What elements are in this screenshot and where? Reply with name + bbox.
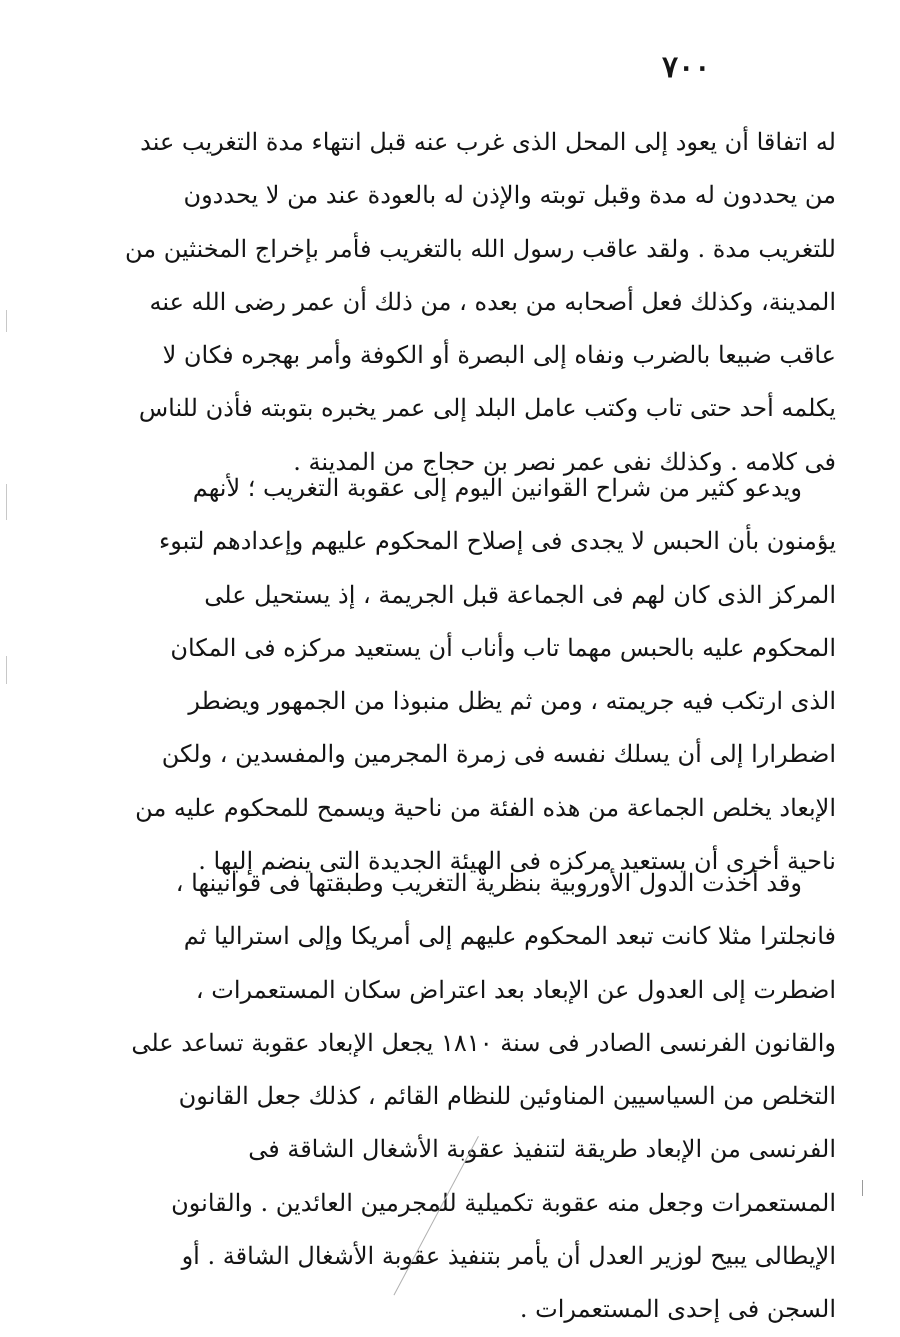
paragraph-text: ويدعو كثير من شراح القوانين اليوم إلى عقوبة التغريب ؛ لأنهم يؤمنون بأن الحبس لا يجدى فى إصلاح المحكوم عليهم وإعدادهم لتبوء المركز الذى كان لهم فى الجماعة قبل الجريمة ، إذ يستحيل على المحكوم عليه بالحبس مهما تاب وأناب أن يستعيد مركزه فى المكان الذى ارتكب فيه جريمته ، ومن ثم يظل منبوذا من الجمهور ويضطر اضطرارا إلى أن يسلك نفسه فى زمرة المجرمين والمفسدين ، ولكن الإبعاد يخلص الجماعة من هذه الفئة من ناحية ويسمح للمحكوم عليه من ناحية أخرى أن يستعيد مركزه فى الهيئة الجديدة التى ينضم إليها . bbox=[135, 474, 836, 876]
paragraph-continuation bbox=[118, 116, 836, 489]
page-number: ٧٠٠ bbox=[662, 50, 711, 85]
paragraph-text: له اتفاقا أن يعود إلى المحل الذى غرب عنه قبل انتهاء مدة التغريب عند من يحددون له مدة وقبل توبته والإذن له بالعودة عند من لا يحددون للتغريب مدة . ولقد عاقب رسول الله بالتغريب فأمر بإخراج المخنثين من المدينة، وكذلك فعل أصحابه من بعده ، من ذلك أن عمر رضى الله عنه عاقب ضبيعا بالضرب ونفاه إلى البصرة أو الكوفة وأمر بهجره فكان لا يكلمه أحد حتى تاب وكتب عامل البلد إلى عمر يخبره بتوبته فأذن للناس فى كلامه . وكذلك نفى عمر نصر بن حجاج من المدينة . bbox=[125, 128, 836, 476]
paragraph-commentators bbox=[118, 462, 836, 888]
scan-margin-mark bbox=[6, 484, 7, 520]
scan-margin-mark bbox=[6, 310, 7, 332]
paragraph-text: وقد أخذت الدول الأوروبية بنظرية التغريب وطبقتها فى قوانينها ، فانجلترا مثلا كانت تبعد المحكوم عليهم إلى أمريكا وإلى استراليا ثم اضطرت إلى العدول عن الإبعاد بعد اعتراض سكان المستعمرات ، والقانون الفرنسى الصادر فى سنة ١٨١٠ يجعل الإبعاد عقوبة تساعد على التخلص من السياسيين المناوئين للنظام القائم ، كذلك جعل القانون الفرنسى من الإبعاد طريقة لتنفيذ عقوبة الأشغال الشاقة فى المستعمرات وجعل منه عقوبة تكميلية للمجرمين العائدين . والقانون الإيطالى يبيح لوزير العدل أن يأمر بتنفيذ عقوبة الأشغال الشاقة . أو السجن فى إحدى المستعمرات . bbox=[131, 869, 836, 1324]
scan-margin-mark bbox=[6, 656, 7, 684]
scan-margin-mark bbox=[862, 1180, 863, 1196]
paragraph-european-states bbox=[118, 857, 836, 1337]
